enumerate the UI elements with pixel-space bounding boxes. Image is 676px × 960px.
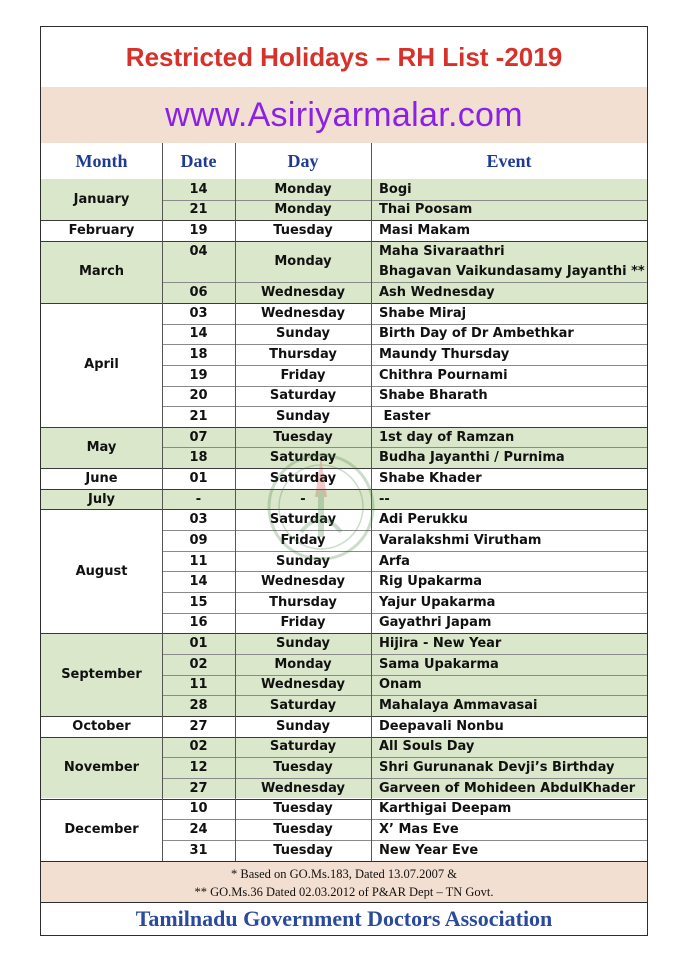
date-cell: 21 bbox=[162, 200, 235, 221]
day-cell: Sunday bbox=[235, 324, 371, 345]
day-cell: Saturday bbox=[235, 695, 371, 716]
day-cell: Tuesday bbox=[235, 757, 371, 778]
event-cell: Maha Sivaraathri bbox=[371, 241, 647, 262]
event-cell: Hijira - New Year bbox=[371, 633, 647, 654]
day-cell: Saturday bbox=[235, 447, 371, 468]
day-cell: Wednesday bbox=[235, 282, 371, 303]
month-divider bbox=[41, 427, 647, 428]
month-cell-september: September bbox=[41, 633, 162, 716]
column-header-day: Day bbox=[235, 143, 371, 180]
date-cell: 28 bbox=[162, 695, 235, 716]
date-cell: 04 bbox=[162, 241, 235, 282]
event-cell: X’ Mas Eve bbox=[371, 819, 647, 840]
event-cell: Masi Makam bbox=[371, 220, 647, 241]
footnote-box bbox=[41, 861, 647, 903]
event-cell: Bogi bbox=[371, 179, 647, 200]
month-cell-december: December bbox=[41, 799, 162, 861]
month-cell-january: January bbox=[41, 179, 162, 220]
month-cell-june: June bbox=[41, 468, 162, 489]
date-cell: 19 bbox=[162, 220, 235, 241]
column-header-date: Date bbox=[162, 143, 235, 180]
footnote-line-2: ** GO.Ms.36 Dated 02.03.2012 of P&AR Dept – TN Govt. bbox=[194, 885, 494, 899]
page-title: Restricted Holidays – RH List -2019 bbox=[41, 27, 647, 88]
day-cell: - bbox=[235, 489, 371, 510]
date-cell: 12 bbox=[162, 757, 235, 778]
day-cell: Tuesday bbox=[235, 220, 371, 241]
date-cell: 02 bbox=[162, 737, 235, 758]
day-cell: Friday bbox=[235, 530, 371, 551]
date-cell: 18 bbox=[162, 447, 235, 468]
month-cell-april: April bbox=[41, 303, 162, 427]
date-cell: 11 bbox=[162, 675, 235, 696]
date-cell: 02 bbox=[162, 654, 235, 675]
day-cell: Wednesday bbox=[235, 675, 371, 696]
date-cell: 19 bbox=[162, 365, 235, 386]
date-cell: 15 bbox=[162, 592, 235, 613]
column-divider bbox=[371, 143, 372, 861]
date-cell: 16 bbox=[162, 613, 235, 634]
day-cell: Tuesday bbox=[235, 840, 371, 861]
month-cell-march: March bbox=[41, 241, 162, 303]
event-cell: Gayathri Japam bbox=[371, 613, 647, 634]
association-name: Tamilnadu Government Doctors Association bbox=[135, 906, 553, 931]
day-cell: Saturday bbox=[235, 509, 371, 530]
day-cell: Thursday bbox=[235, 344, 371, 365]
date-cell: 01 bbox=[162, 468, 235, 489]
month-cell-august: August bbox=[41, 509, 162, 633]
month-cell-july: July bbox=[41, 489, 162, 510]
event-cell: Shabe Miraj bbox=[371, 303, 647, 324]
date-cell: 07 bbox=[162, 427, 235, 448]
date-cell: - bbox=[162, 489, 235, 510]
holiday-sheet bbox=[40, 26, 648, 936]
day-cell: Saturday bbox=[235, 386, 371, 407]
date-cell: 24 bbox=[162, 819, 235, 840]
month-divider bbox=[41, 241, 647, 242]
day-cell: Thursday bbox=[235, 592, 371, 613]
date-cell: 06 bbox=[162, 282, 235, 303]
day-cell: Saturday bbox=[235, 737, 371, 758]
day-cell: Friday bbox=[235, 365, 371, 386]
website-banner bbox=[41, 87, 647, 144]
column-divider bbox=[162, 143, 163, 861]
month-divider bbox=[41, 509, 647, 510]
day-cell: Sunday bbox=[235, 406, 371, 427]
event-cell: Shabe Bharath bbox=[371, 386, 647, 407]
event-cell: Mahalaya Ammavasai bbox=[371, 695, 647, 716]
event-cell: Varalakshmi Virutham bbox=[371, 530, 647, 551]
date-cell: 31 bbox=[162, 840, 235, 861]
event-cell: Sama Upakarma bbox=[371, 654, 647, 675]
day-cell: Wednesday bbox=[235, 303, 371, 324]
event-cell: Rig Upakarma bbox=[371, 571, 647, 592]
event-cell: -- bbox=[371, 489, 647, 510]
date-cell: 03 bbox=[162, 509, 235, 530]
month-divider bbox=[41, 737, 647, 738]
day-cell: Tuesday bbox=[235, 819, 371, 840]
day-cell: Wednesday bbox=[235, 571, 371, 592]
month-divider bbox=[41, 220, 647, 221]
date-cell: 10 bbox=[162, 799, 235, 820]
event-cell: Birth Day of Dr Ambethkar bbox=[371, 324, 647, 345]
event-cell: New Year Eve bbox=[371, 840, 647, 861]
month-divider bbox=[41, 799, 647, 800]
month-divider bbox=[41, 716, 647, 717]
event-cell: Easter bbox=[371, 406, 647, 427]
date-cell: 27 bbox=[162, 778, 235, 799]
event-cell: Thai Poosam bbox=[371, 200, 647, 221]
website-link[interactable]: www.Asiriyarmalar.com bbox=[165, 95, 523, 134]
month-divider bbox=[41, 303, 647, 304]
month-cell-february: February bbox=[41, 220, 162, 241]
day-cell: Friday bbox=[235, 613, 371, 634]
month-cell-may: May bbox=[41, 427, 162, 468]
date-cell: 14 bbox=[162, 179, 235, 200]
day-cell: Sunday bbox=[235, 716, 371, 737]
date-cell: 21 bbox=[162, 406, 235, 427]
date-cell: 03 bbox=[162, 303, 235, 324]
day-cell: Sunday bbox=[235, 633, 371, 654]
date-cell: 01 bbox=[162, 633, 235, 654]
event-cell: Ash Wednesday bbox=[371, 282, 647, 303]
event-cell: Shri Gurunanak Devji’s Birthday bbox=[371, 757, 647, 778]
event-cell: Arfa bbox=[371, 551, 647, 572]
date-cell: 20 bbox=[162, 386, 235, 407]
month-divider bbox=[41, 489, 647, 490]
column-divider bbox=[235, 143, 236, 861]
day-cell: Monday bbox=[235, 241, 371, 282]
day-cell: Tuesday bbox=[235, 427, 371, 448]
event-cell: Budha Jayanthi / Purnima bbox=[371, 447, 647, 468]
event-cell: Onam bbox=[371, 675, 647, 696]
column-header-event: Event bbox=[371, 143, 647, 180]
event-cell: Yajur Upakarma bbox=[371, 592, 647, 613]
event-cell: Deepavali Nonbu bbox=[371, 716, 647, 737]
month-divider bbox=[41, 468, 647, 469]
event-cell: Garveen of Mohideen AbdulKhader bbox=[371, 778, 647, 799]
event-cell: All Souls Day bbox=[371, 737, 647, 758]
event-cell: Maundy Thursday bbox=[371, 344, 647, 365]
column-header-month: Month bbox=[41, 143, 162, 180]
date-cell: 14 bbox=[162, 571, 235, 592]
month-divider bbox=[41, 633, 647, 634]
month-cell-november: November bbox=[41, 737, 162, 799]
event-cell: Karthigai Deepam bbox=[371, 799, 647, 820]
day-cell: Monday bbox=[235, 179, 371, 200]
day-cell: Monday bbox=[235, 200, 371, 221]
day-cell: Wednesday bbox=[235, 778, 371, 799]
date-cell: 11 bbox=[162, 551, 235, 572]
day-cell: Sunday bbox=[235, 551, 371, 572]
event-cell-secondary: Bhagavan Vaikundasamy Jayanthi ** bbox=[371, 262, 647, 283]
footnote-line-1: * Based on GO.Ms.183, Dated 13.07.2007 & bbox=[230, 867, 458, 881]
date-cell: 09 bbox=[162, 530, 235, 551]
event-cell: 1st day of Ramzan bbox=[371, 427, 647, 448]
event-cell: Adi Perukku bbox=[371, 509, 647, 530]
month-cell-october: October bbox=[41, 716, 162, 737]
event-cell: Chithra Pournami bbox=[371, 365, 647, 386]
day-cell: Tuesday bbox=[235, 799, 371, 820]
event-cell: Shabe Khader bbox=[371, 468, 647, 489]
day-cell: Saturday bbox=[235, 468, 371, 489]
date-cell: 18 bbox=[162, 344, 235, 365]
day-cell: Monday bbox=[235, 654, 371, 675]
date-cell: 27 bbox=[162, 716, 235, 737]
date-cell: 14 bbox=[162, 324, 235, 345]
